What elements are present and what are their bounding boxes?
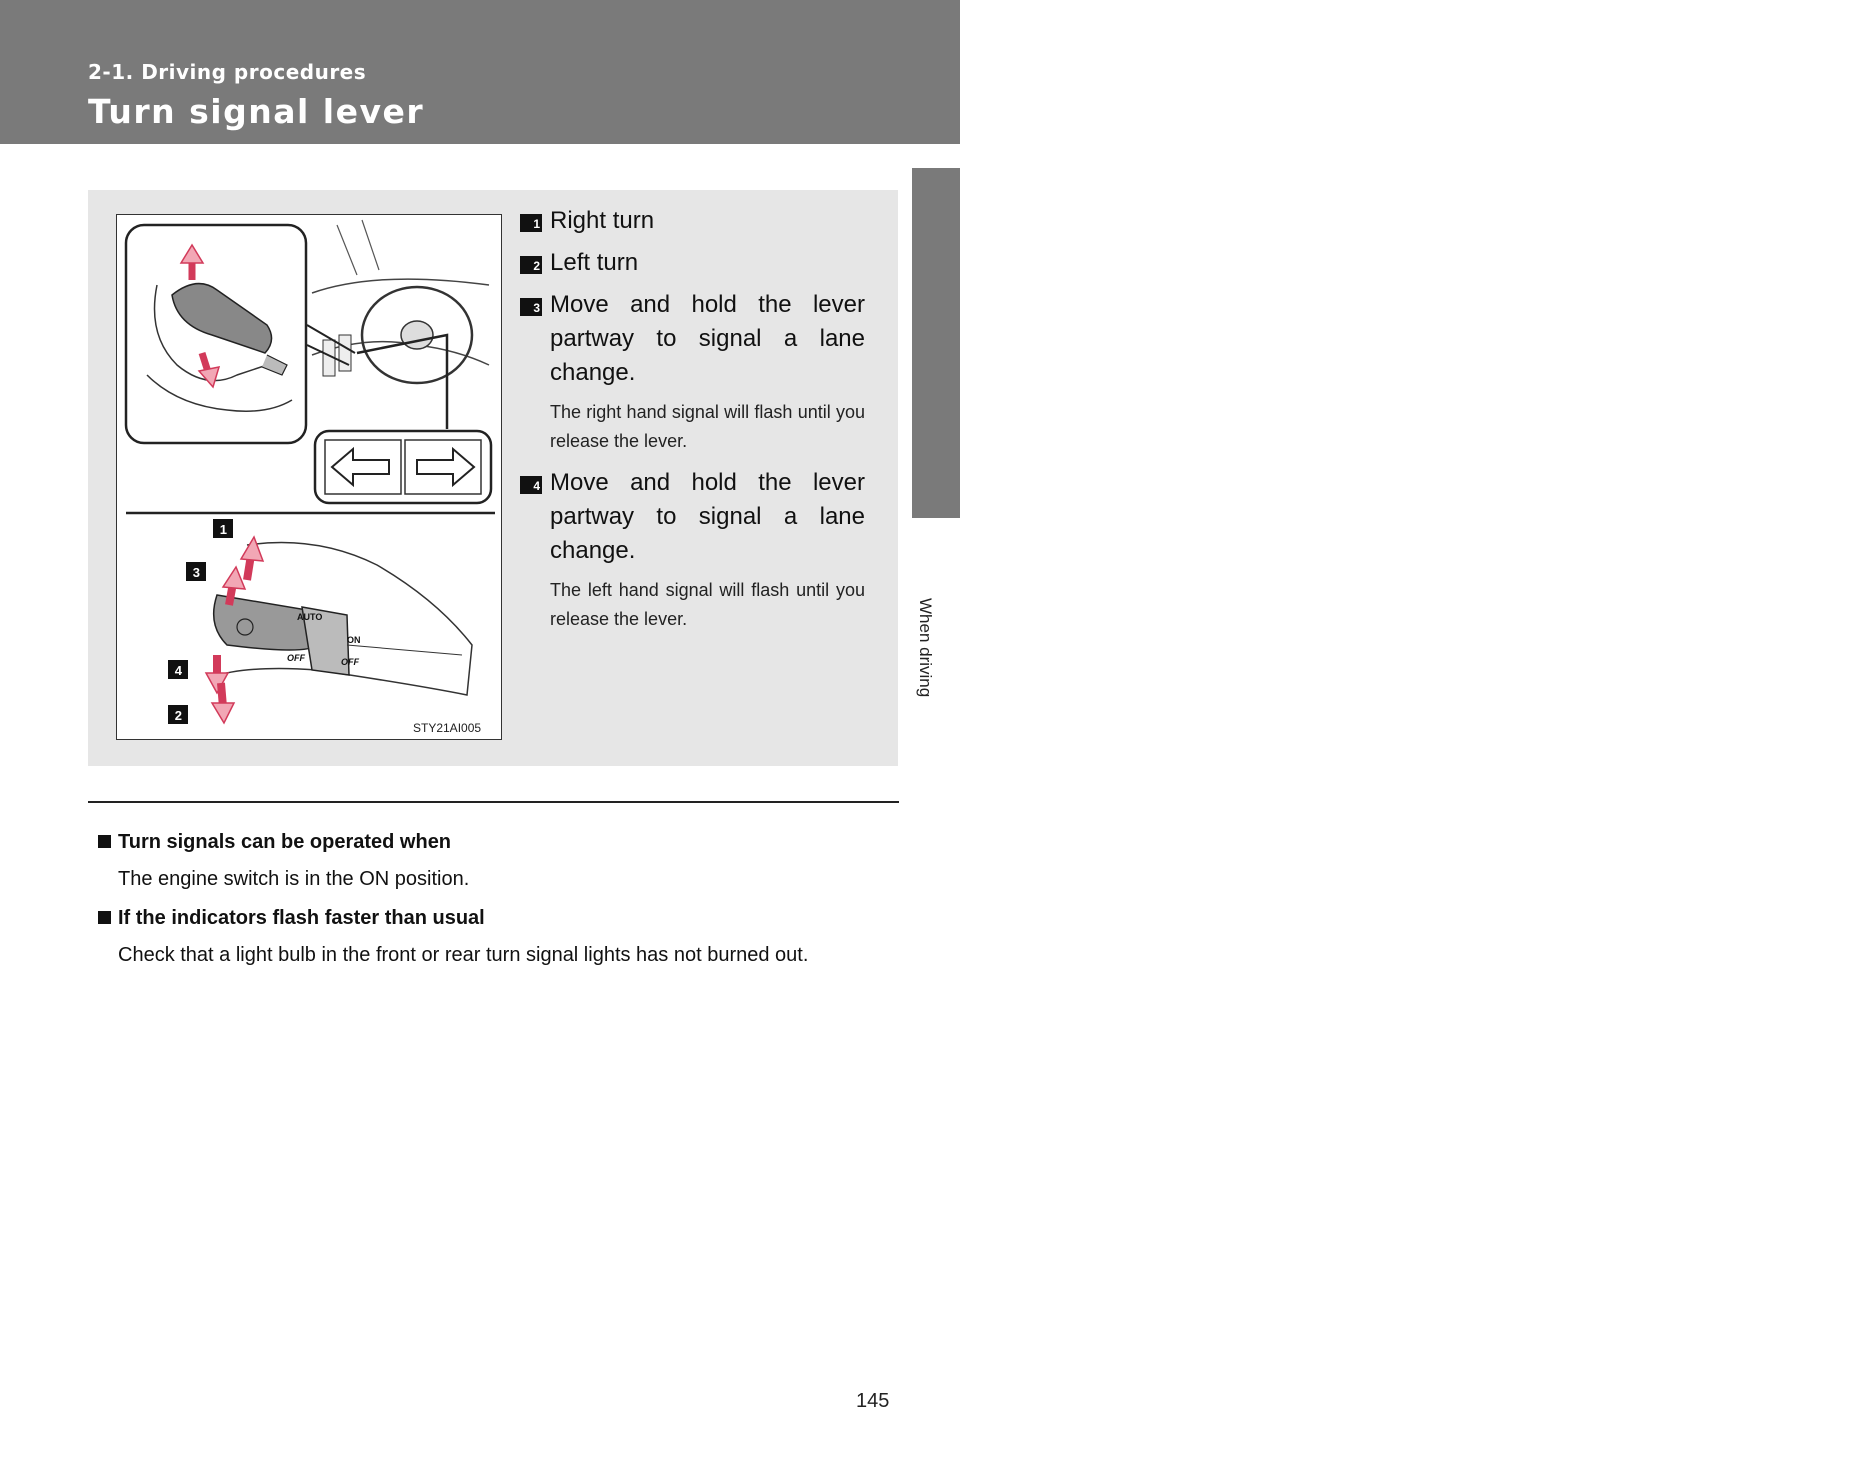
step-text: Move and hold the lever partway to signal a lane change. <box>550 291 865 386</box>
turn-signal-illustration <box>116 214 502 740</box>
step-marker: 1 <box>520 214 542 232</box>
step-item <box>520 466 865 634</box>
page-number: 145 <box>856 1390 890 1412</box>
step-note: The left hand signal will flash until you release the lever. <box>550 580 865 629</box>
chapter-title: When driving <box>916 598 935 698</box>
lever-diagram <box>117 215 501 739</box>
step-marker: 3 <box>520 298 542 316</box>
note-heading <box>98 828 890 856</box>
step-item <box>520 246 865 280</box>
chapter-number: 2 <box>1838 593 1849 613</box>
label-off-right: OFF <box>341 657 359 667</box>
chapter-tab[interactable] <box>912 168 1849 613</box>
step-list <box>520 204 865 644</box>
square-bullet-icon <box>98 835 111 848</box>
step-text: Left turn <box>550 249 639 276</box>
step-item <box>520 288 865 456</box>
notes-section <box>98 828 890 980</box>
note-body: Check that a light bulb in the front or rear turn signal lights has not burned out. <box>118 944 809 966</box>
page-title: Turn signal lever <box>88 92 425 131</box>
step-marker: 2 <box>520 256 542 274</box>
step-text: Right turn <box>550 207 655 234</box>
step-marker: 4 <box>520 476 542 494</box>
square-bullet-icon <box>98 911 111 924</box>
label-off-left: OFF <box>287 653 305 663</box>
note-body: The engine switch is in the ON position. <box>118 868 470 890</box>
note-heading-text: Turn signals can be operated when <box>118 831 452 853</box>
callout-1: 1 <box>219 522 227 537</box>
section-divider <box>88 801 899 803</box>
callout-4: 4 <box>174 663 182 678</box>
note-heading-text: If the indicators flash faster than usual <box>118 907 485 929</box>
page-header <box>0 0 960 144</box>
label-auto: AUTO <box>297 612 323 622</box>
note-heading <box>98 904 890 932</box>
label-on: ON <box>347 635 361 645</box>
callout-2: 2 <box>174 708 182 723</box>
arrow-left-turn <box>212 703 234 723</box>
step-text: Move and hold the lever partway to signal a lane change. <box>550 469 865 564</box>
step-note: The right hand signal will flash until you release the lever. <box>550 402 865 451</box>
step-item <box>520 204 865 238</box>
callout-3: 3 <box>192 565 200 580</box>
section-label: 2-1. Driving procedures <box>88 60 367 84</box>
figure-code: STY21AI005 <box>413 721 482 735</box>
